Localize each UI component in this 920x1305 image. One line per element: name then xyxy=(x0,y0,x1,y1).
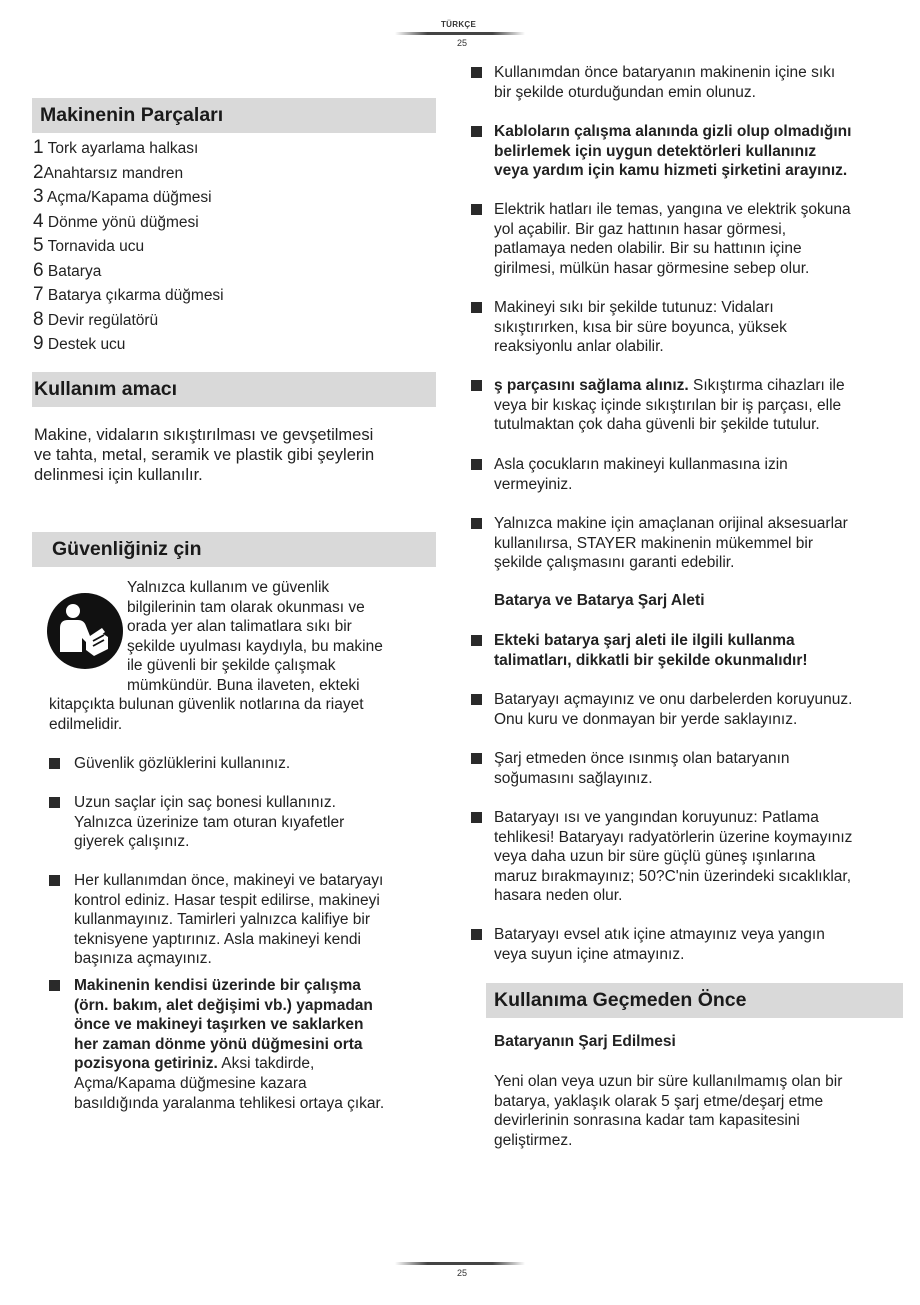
bullet-square xyxy=(471,753,482,764)
usage-line: Makine, vidaların sıkıştırılması ve gevşetilmesi xyxy=(34,426,374,444)
part-label: Açma/Kapama düğmesi xyxy=(47,189,212,206)
safety-intro-line: şekilde uyulması kaydıyla, bu makine xyxy=(127,637,383,655)
safety-title xyxy=(32,532,436,567)
part-label: Batarya çıkarma düğmesi xyxy=(47,287,224,304)
bullet-line: önce ve makineyi taşırken ve saklarken xyxy=(74,1016,364,1034)
bullet-line: Güvenlik gözlüklerini kullanınız. xyxy=(74,755,291,772)
bullet-line: girilmesi, mülkün hasar görmesine sebep olur. xyxy=(494,259,810,277)
bullet-line: Onu kuru ve donmayan bir yerde saklayınız. xyxy=(494,710,798,728)
bullet-text xyxy=(494,376,845,435)
bullet-line: teknisyene yaptırınız. Asla makineyi kendi xyxy=(74,930,361,948)
bullet-line: her zaman dönme yönü düğmesini orta xyxy=(74,1035,363,1053)
safety-intro-cont xyxy=(49,695,439,734)
part-label: Tork ayarlama halkası xyxy=(47,140,199,157)
read-manual-icon xyxy=(46,592,124,670)
bullet-cool-down xyxy=(471,749,911,791)
bullet-text xyxy=(494,122,851,181)
before-use-title xyxy=(486,983,903,1018)
bullet-rotation-switch xyxy=(49,976,439,1116)
bullet-line: sıkıştırırken, kısa bir süre boyunca, yüksek xyxy=(494,318,787,336)
safety-intro-line: edilmelidir. xyxy=(49,715,123,733)
part-label: Dönme yönü düğmesi xyxy=(47,213,199,231)
bullet-line: bir şekilde oturduğundan emin olunuz. xyxy=(494,83,756,101)
part-item xyxy=(33,333,224,358)
bullet-line: Kabloların çalışma alanında gizli olup olmadığını xyxy=(494,123,852,140)
bullet-accessories xyxy=(471,514,911,576)
part-item xyxy=(33,162,224,187)
safety-intro-line: bilgilerinin tam olarak okunması ve xyxy=(127,598,365,616)
bullet-text xyxy=(74,976,384,1113)
bullet-normal-part: Sıkıştırma cihazları ile xyxy=(688,377,845,394)
bullet-line: giyerek çalışınız. xyxy=(74,833,190,851)
bullet-square xyxy=(471,812,482,823)
part-label: Destek ucu xyxy=(47,336,126,353)
part-item xyxy=(33,260,224,285)
bullet-text xyxy=(494,200,851,278)
bullet-do-not-open xyxy=(471,690,911,732)
bullet-square xyxy=(49,758,60,769)
bullet-safety-glasses xyxy=(49,754,439,776)
usage-line: ve tahta, metal, seramik ve plastik gibi şeylerin xyxy=(34,446,375,464)
bullet-line: veya suyun içine atmayınız. xyxy=(494,945,685,963)
bullet-text xyxy=(494,455,788,494)
bullet-line: Asla çocukların makineyi kullanmasına izin xyxy=(494,456,788,473)
safety-title-text: Güvenliğiniz çin xyxy=(52,538,202,560)
bullet-line: Elektrik hatları ile temas, yangına ve elektrik şokuna xyxy=(494,201,851,218)
bullet-square xyxy=(49,797,60,808)
bullet-square xyxy=(471,204,482,215)
bullet-line: başınıza açmayınız. xyxy=(74,950,212,968)
usage-title-text: Kullanım amacı xyxy=(34,378,178,400)
charging-line: geliştirmez. xyxy=(494,1131,573,1149)
bullet-line: yol açabilir. Bir gaz hattının hasar görmesi, xyxy=(494,220,787,238)
bullet-text xyxy=(494,63,835,102)
bullet-hair-net xyxy=(49,793,439,853)
bullet-line: soğumasını sağlayınız. xyxy=(494,769,653,787)
bullet-charger-manual xyxy=(471,631,911,673)
bullet-line: Uzun saçlar için saç bonesi kullanınız. xyxy=(74,794,336,811)
bullet-text xyxy=(494,749,790,788)
bullet-line: Yalnızca üzerinize tam oturan kıyafetler xyxy=(74,813,345,831)
part-label: Anahtarsız mandren xyxy=(43,164,184,182)
charging-subheading: Bataryanın Şarj Edilmesi xyxy=(494,1033,676,1050)
bullet-line: kontrol ediniz. Hasar tespit edilirse, makineyi xyxy=(74,891,380,909)
part-number: 1 xyxy=(33,137,44,158)
bullet-line: reaksiyonlu anlar olabilir. xyxy=(494,338,664,356)
bullet-line: talimatları, dikkatli bir şekilde okunmalıdır! xyxy=(494,651,808,669)
usage-text xyxy=(34,425,434,485)
bullet-hold-firmly xyxy=(471,298,911,360)
bullet-text xyxy=(74,754,290,774)
bullet-line: Makinenin kendisi üzerinde bir çalışma xyxy=(74,977,361,994)
bullet-line: tehlikesi! Bataryayı radyatörlerin üzerine koymayınız xyxy=(494,828,853,846)
bullet-line: Ekteki batarya şarj aleti ile ilgili kullanma xyxy=(494,632,795,649)
bullet-bold-part: ş parçasını sağlama alınız. xyxy=(494,377,689,394)
part-label: Tornavida ucu xyxy=(47,238,145,255)
bullet-line: Makineyi sıkı bir şekilde tutunuz: Vidaları xyxy=(494,299,774,316)
bullet-line: kullanılırsa, STAYER makinenin mükemmel bir xyxy=(494,534,813,552)
bullet-text xyxy=(494,514,848,573)
bullet-line: Her kullanımdan önce, makineyi ve bataryayı xyxy=(74,872,384,889)
part-item xyxy=(33,137,224,162)
footer-page-number: 25 xyxy=(457,1268,468,1278)
bullet-line: belirlemek için uygun detektörleri kullanınız xyxy=(494,142,817,160)
bullet-line: kullanmayınız. Tamirleri yalnızca kalifiye bir xyxy=(74,911,371,929)
bullet-square xyxy=(471,635,482,646)
bullet-text xyxy=(494,690,852,729)
safety-intro-line: orada yer alan talimatlara sıkı bir xyxy=(127,618,352,636)
bullet-line: Yalnızca makine için amaçlanan orijinal aksesuarlar xyxy=(494,515,848,532)
bullet-line: Bataryayı açmayınız ve onu darbelerden koruyunuz. xyxy=(494,691,853,708)
battery-heading: Batarya ve Batarya Şarj Aleti xyxy=(494,592,705,609)
parts-title-text: Makinenin Parçaları xyxy=(40,104,224,126)
bullet-line: maruz bırakmayınız; 50?C'nin üzerindeki sıcaklıklar, xyxy=(494,867,852,885)
bullet-square xyxy=(471,929,482,940)
bullet-text xyxy=(494,298,787,357)
bullet-square xyxy=(471,126,482,137)
safety-intro-line: kitapçıkta bulunan güvenlik notlarına da riayet xyxy=(49,696,364,713)
part-item xyxy=(33,186,224,211)
bullet-square xyxy=(49,980,60,991)
part-number: 8 xyxy=(33,308,44,330)
header-page-number: 25 xyxy=(457,38,468,48)
bullet-electric-lines xyxy=(471,200,911,282)
bullet-square xyxy=(471,459,482,470)
usage-title xyxy=(32,372,436,407)
before-use-title-text: Kullanıma Geçmeden Önce xyxy=(494,989,747,1011)
bullet-battery-seated xyxy=(471,63,911,105)
bullet-line: veya daha uzun bir süre güçlü güneş ışınlarına xyxy=(494,848,816,866)
usage-line: delinmesi için kullanılır. xyxy=(34,466,203,484)
bullet-line: veya bir kıskaç içinde sıkıştırılan bir iş parçası, elle xyxy=(494,396,842,414)
charging-line: batarya, yaklaşık olarak 5 şarj etme/deşarj etme xyxy=(494,1092,824,1110)
bullet-text xyxy=(74,871,383,969)
bullet-square xyxy=(471,380,482,391)
part-item xyxy=(33,284,224,309)
part-number: 9 xyxy=(33,333,44,354)
bullet-line: tutulmaktan çok daha güvenli bir şekilde tutulur. xyxy=(494,416,820,434)
part-item xyxy=(33,211,224,236)
read-manual-icon-svg xyxy=(46,592,124,670)
safety-intro xyxy=(127,578,427,696)
part-number: 5 xyxy=(33,235,44,256)
bullet-line: patlamaya neden olabilir. Bir su hattının içine xyxy=(494,240,802,258)
bullet-line: vermeyiniz. xyxy=(494,475,573,493)
charging-line: devirlerinin sonrasına kadar tam kapasitesini xyxy=(494,1112,800,1130)
charging-text xyxy=(494,1072,904,1150)
bullet-line: Açma/Kapama düğmesine kazara xyxy=(74,1074,307,1092)
bullet-text xyxy=(494,925,825,964)
bullet-line: şekilde çalışmasını garanti edebilir. xyxy=(494,554,735,572)
bullet-line xyxy=(494,376,845,396)
bullet-line: basıldığında yaralanma tehlikesi ortaya çıkar. xyxy=(74,1094,385,1112)
bullet-line: Şarj etmeden önce ısınmış olan bataryanın xyxy=(494,750,790,767)
parts-title xyxy=(32,98,436,133)
bullet-square xyxy=(471,302,482,313)
part-number: 2 xyxy=(33,161,44,183)
bullet-line: hasara neden olur. xyxy=(494,887,623,905)
bullet-text xyxy=(494,631,808,670)
part-item xyxy=(33,309,224,334)
part-item xyxy=(33,235,224,260)
bullet-inspect xyxy=(49,871,439,971)
footer-rule xyxy=(395,1262,525,1265)
parts-list xyxy=(33,137,224,358)
bullet-line: Bataryayı ısı ve yangından koruyunuz: Patlama xyxy=(494,809,819,826)
part-number: 3 xyxy=(33,186,44,207)
bullet-square xyxy=(471,518,482,529)
bullet-heat-fire xyxy=(471,808,911,908)
part-number: 7 xyxy=(33,284,44,305)
part-number: 6 xyxy=(33,259,44,281)
bullet-line: Kullanımdan önce bataryanın makinenin içine sıkı xyxy=(494,64,836,81)
bullet-text xyxy=(494,808,852,906)
bullet-square xyxy=(49,875,60,886)
bullet-bold-part: pozisyona getiriniz. xyxy=(74,1055,218,1073)
bullet-line xyxy=(74,1054,384,1074)
header-language: TÜRKÇE xyxy=(441,20,477,29)
bullet-detectors xyxy=(471,122,911,184)
bullet-disposal xyxy=(471,925,911,967)
bullet-normal-part: Aksi takdirde, xyxy=(217,1055,315,1073)
header-rule xyxy=(395,32,525,35)
bullet-square xyxy=(471,694,482,705)
bullet-text xyxy=(74,793,344,852)
safety-intro-line: ile güvenli bir şekilde çalışmak xyxy=(127,657,336,675)
bullet-line: (örn. bakım, alet değişimi vb.) yapmadan xyxy=(74,996,373,1014)
safety-intro-line: Yalnızca kullanım ve güvenlik xyxy=(127,579,330,596)
safety-intro-line: mümkündür. Buna ilaveten, ekteki xyxy=(127,676,360,694)
part-number: 4 xyxy=(33,210,44,232)
bullet-line: veya yardım için kamu hizmeti şirketini arayınız. xyxy=(494,162,848,180)
charging-line: Yeni olan veya uzun bir süre kullanılmamış olan bir xyxy=(494,1073,843,1090)
bullet-line: Bataryayı evsel atık içine atmayınız veya yangın xyxy=(494,926,825,943)
bullet-children xyxy=(471,455,911,497)
bullet-square xyxy=(471,67,482,78)
part-label: Devir regülatörü xyxy=(47,311,159,329)
bullet-secure-workpiece xyxy=(471,376,911,438)
part-label: Batarya xyxy=(47,262,102,280)
